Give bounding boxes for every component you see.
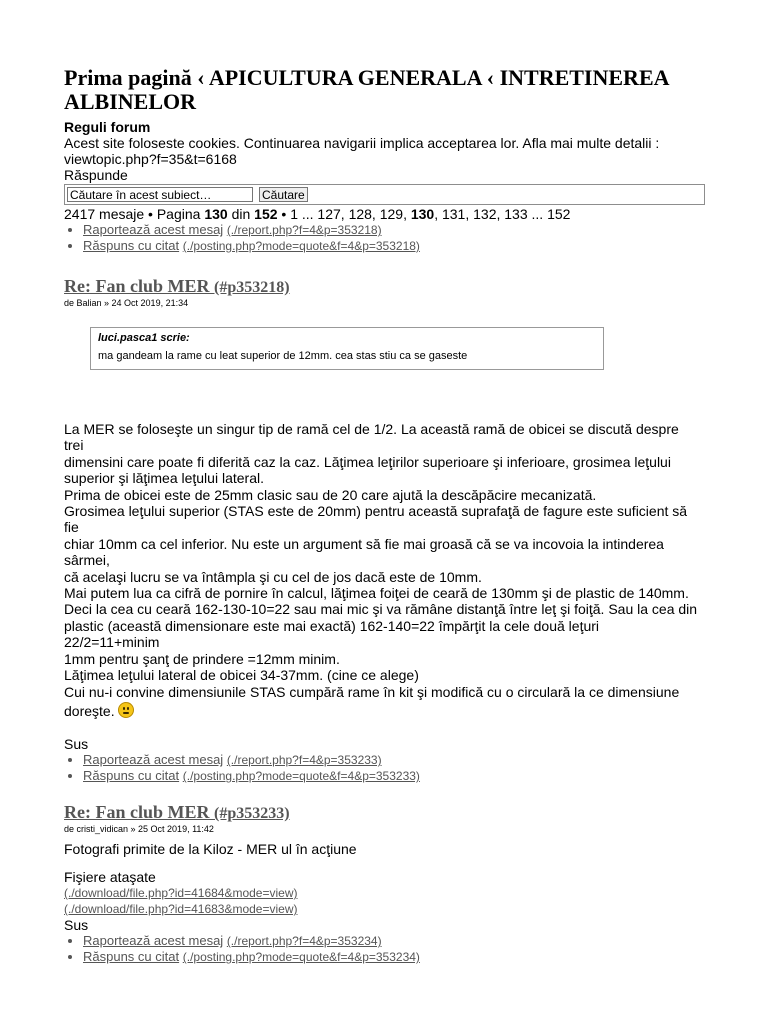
page-title-breadcrumb: Prima pagină ‹ APICULTURA GENERALA ‹ INTRETINEREA ALBINELOR [64, 65, 669, 114]
quote-text: ma gandeam la rame cu leat superior de 12mm. cea stas stiu ca se gaseste [98, 350, 468, 362]
post-line: Deci la cea cu ceară 162-130-10=22 sau mai mic şi va rămâne distanţă între leţ şi foiţă. Sau la cea din [64, 601, 698, 618]
reply-button[interactable]: Răspunde [64, 167, 128, 183]
post-line: trei [64, 437, 84, 454]
cookie-notice: Acest site foloseste cookies. Continuarea navigarii implica acceptarea lor. Afla mai multe detalii : [64, 135, 660, 151]
post-line: sârmei, [64, 552, 110, 569]
post-actions-top [64, 222, 704, 254]
post-title-text: Re: Fan club MER [64, 276, 214, 296]
post-count: 2417 mesaje • Pagina [64, 206, 205, 222]
list-item [83, 933, 704, 949]
post-actions [64, 933, 704, 965]
post-line: 22/2=11+minim [64, 634, 160, 651]
post-title[interactable] [64, 802, 704, 824]
report-post-link[interactable]: Raportează acest mesaj [83, 933, 224, 949]
post-line: Mai putem lua ca cifră de pornire în calcul, lăţimea foiţei de ceară de 130mm şi de plastic de 140mm. [64, 585, 689, 602]
grimace-smiley-icon [118, 702, 134, 718]
post-line: Lăţimea leţului lateral de obicei 34-37mm. (cine ce alege) [64, 667, 419, 684]
attachment-link[interactable]: (./download/file.php?id=41684&mode=view) [64, 886, 298, 901]
forum-rules-link[interactable]: Reguli forum [64, 119, 151, 135]
post-line: fie [64, 519, 79, 536]
list-item [83, 238, 704, 254]
quote-reply-url[interactable]: (./posting.php?mode=quote&f=4&p=353234) [182, 950, 420, 965]
post-line: plastic (această dimensionare este mai exactă) 162-140=22 împărţit la cele două leţuri [64, 617, 600, 634]
post-line: superior şi lăţimea leţului lateral. [64, 470, 264, 487]
post-byline: de cristi_vidican » 25 Oct 2019, 11:42 [64, 824, 214, 835]
post-line: chiar 10mm ca cel inferior. Nu este un argument să fie mai groasă că se va incovoia la intinderea [64, 535, 664, 552]
post-title[interactable] [64, 276, 704, 298]
cookie-info-link[interactable]: viewtopic.php?f=35&t=6168 [64, 151, 237, 167]
quote-author: luci.pasca1 scrie: [98, 332, 190, 344]
report-post-link[interactable]: Raportează acest mesaj [83, 752, 224, 768]
back-to-top-link[interactable]: Sus [64, 917, 89, 934]
page-links-after[interactable]: , 131, 132, 133 ... 152 [434, 206, 571, 222]
report-post-url[interactable]: (./report.php?f=4&p=353234) [226, 934, 382, 949]
quote-reply-link[interactable]: Răspuns cu citat [83, 949, 180, 965]
quote-reply-link[interactable]: Răspuns cu citat [83, 768, 180, 784]
list-item [83, 768, 704, 784]
list-item [83, 752, 704, 768]
post-line-last [64, 702, 704, 719]
quote-block [90, 327, 604, 370]
pagination-of: din [227, 206, 255, 222]
post-anchor[interactable]: (#p353218) [214, 279, 290, 296]
list-item [83, 949, 704, 965]
post-title-text: Re: Fan club MER [64, 802, 214, 823]
post-line-text: doreşte. [64, 702, 119, 719]
current-page: 130 [204, 206, 228, 222]
attachment-link[interactable]: (./download/file.php?id=41683&mode=view) [64, 902, 298, 917]
attachments-heading: Fişiere ataşate [64, 869, 156, 886]
list-item [83, 222, 704, 238]
post-actions [64, 752, 704, 784]
pagination [64, 206, 704, 222]
page-links[interactable]: • 1 ... 127, 128, 129, [277, 206, 411, 222]
report-post-url[interactable]: (./report.php?f=4&p=353233) [226, 753, 382, 768]
post-line: Cui nu-i convine dimensiunile STAS cumpără rame în kit şi modifică cu o circulară la ce dimensiune [64, 683, 680, 700]
search-button[interactable]: Căutare [259, 187, 308, 202]
post-line: dimensini care poate fi diferită caz la caz. Lăţimea leţirilor superioare şi inferioare, grosimea leţului [64, 453, 671, 470]
topic-search-box [64, 184, 705, 205]
post-line: că acelaşi lucru se va întâmpla şi cu cel de jos dacă este de 10mm. [64, 568, 482, 585]
report-post-url[interactable]: (./report.php?f=4&p=353218) [226, 223, 382, 237]
post-byline: de Balian » 24 Oct 2019, 21:34 [64, 298, 189, 308]
post-body: Fotografi primite de la Kiloz - MER ul în acţiune [64, 841, 357, 858]
total-pages: 152 [254, 206, 278, 222]
post-line: 1mm pentru şanţ de prindere =12mm minim. [64, 650, 340, 667]
post-anchor[interactable]: (#p353233) [214, 805, 290, 823]
report-post-link[interactable]: Raportează acest mesaj [83, 222, 224, 237]
back-to-top-link[interactable]: Sus [64, 736, 89, 753]
search-input[interactable] [67, 187, 253, 202]
post-body [64, 421, 704, 719]
quote-reply-link[interactable]: Răspuns cu citat [83, 238, 180, 253]
post-line: Prima de obicei este de 25mm clasic sau de 20 care ajută la descăpăcire mecanizată. [64, 486, 597, 503]
post-line: Grosimea leţului superior (STAS este de 20mm) pentru această suprafaţă de fagure este suficient să [64, 503, 688, 520]
post-line: La MER se foloseşte un singur tip de ramă cel de 1/2. La această ramă de obicei se discută despre [64, 421, 679, 437]
quote-reply-url[interactable]: (./posting.php?mode=quote&f=4&p=353233) [182, 769, 420, 784]
current-page-marker: 130 [410, 206, 435, 222]
quote-reply-url[interactable]: (./posting.php?mode=quote&f=4&p=353218) [182, 239, 420, 253]
